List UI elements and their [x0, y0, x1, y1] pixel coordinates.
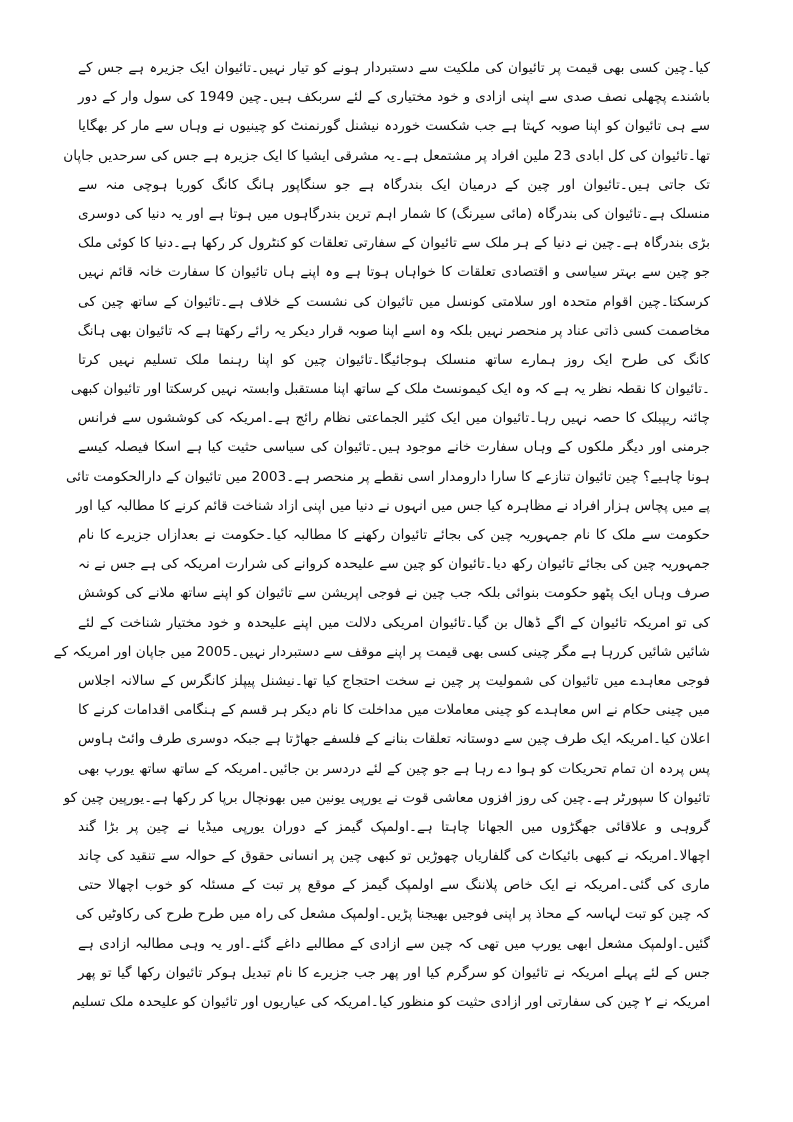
text-line: گروہی و علاقائی جھگڑوں میں الجھانا چاہتا ہے۔اولمپک گیمز کے دوران یورپی میڈیا نے چین پر بڑا گند	[78, 818, 710, 835]
text-line: گئیں۔اولمپک مشعل ابھی یورپ میں تھی کہ چین سے ازادی کے مطالبے داغے گئے۔اور یہ وہی مطالبہ ازادی ہے	[78, 935, 710, 952]
text-line: باشندے پچھلی نصف صدی سے اپنی ازادی و خود مختیاری کے لئے سربکف ہیں۔چین 1949 کی سول وار کے دور	[78, 89, 710, 106]
text-line: حکومت سے ملک کا نام جمہوریہ چین کی بجائے تائیوان رکھنے کا مطالبہ کیا۔حکومت نے بعدازاں جزیرے کا نام	[78, 527, 710, 543]
text-line: شائیں شائیں کررہا ہے مگر چینی کسی بھی قیمت پر اپنے موقف سے دستبردار نہیں۔2005 میں جاپان اور امریکہ کے	[53, 643, 710, 660]
text-line: کانگ کی طرح ایک روز ہمارے ساتھ منسلک ہوجائیگا۔تائیوان چین کو اپنا رہنما ملک تسلیم نہیں کرتا	[78, 351, 710, 368]
text-line: پے میں پچاس ہزار افراد نے مظاہرہ کیا جس میں انہوں نے دنیا میں اپنی ازاد شناخت قائم کرنے کا مطالبہ کیا اور	[75, 497, 710, 514]
text-line: ہونا چاہیے؟ چین تائیوان تنازعے کا سارا دارومدار اسی نقطے پر منحصر ہے۔2003 میں تائیوان کے دارالحکومت تائی	[65, 468, 710, 485]
text-line: ماری کی گئی۔امریکہ نے ایک خاص پلاننگ سے اولمپک گیمز کے موقع پر تبت کے مسئلہ کو خوب اچھالا حتی	[78, 877, 710, 894]
text-line: اعلان کیا۔امریکہ ایک طرف چین سے دوستانہ تعلقات بنانے کے فلسفے جھاڑتا ہے جبکہ دوسری طرف وائٹ ہاوس	[78, 731, 710, 748]
text-line: جرمنی اور دیگر ملکوں کے وہاں سفارت خانے موجود ہیں۔تائیوان کی سیاسی حثیت کیا ہے اسکا فیصلہ کیسے	[78, 439, 710, 456]
text-line: مخاصمت کسی ذاتی عناد پر منحصر نہیں بلکہ وہ اسے اپنا صوبہ قرار دیکر یہ رائے رکھتا ہے کہ تائیوان بھی ہانگ	[77, 322, 710, 339]
text-line: جس کے لئے پہلے امریکہ نے تائیوان کو سرگرم کیا اور پھر جب جزیرے کا نام تبدیل ہوکر تائیوان رکھا گیا تو پھر	[78, 964, 710, 981]
text-line: فوجی معاہدے میں تائیوان کی شمولیت پر چین نے سخت احتجاج کیا تھا۔نیشنل پیپلز کانگرس کے سالانہ اجلاس	[78, 672, 710, 689]
text-line: منسلک ہے۔تائیوان کی بندرگاہ (مائی سیرنگ) کا شمار اہم ترین بندرگاہوں میں ہوتا ہے اور یہ دنیا کی دوسری	[78, 205, 710, 222]
text-line: میں چینی حکام نے اس معاہدے کو چینی معاملات میں مداخلت کا نام دیکر ہر قسم کے ہنگامی اقدامات کرنے کا	[78, 702, 710, 719]
text-line: صرف وہاں ایک پٹھو حکومت بنوائی بلکہ جب چین نے فوجی اپریشن سے تائیوان کو اپنے ساتھ ملانے کی کوشش	[78, 585, 710, 602]
text-line: تک جاتی ہیں۔تائیوان اور چین کے درمیان ایک بندرگاہ ہے جو سنگاپور ہانگ کانگ کوریا ہوچی منہ سے	[78, 176, 710, 193]
text-line: چائنہ ریپبلک کا حصہ نہیں رہا۔تائیوان میں ایک کثیر الجماعتی نظام رائج ہے۔امریکہ کی کوششوں سے فرانس	[78, 410, 710, 427]
text-line: ۔تائیوان کا نقطہ نظر یہ ہے کہ وہ ایک کیمونسٹ ملک کے ساتھ اپنا مستقبل وابستہ نہیں کرسکتا اور تائیوان کبھی	[70, 381, 710, 398]
text-line: پس پردہ ان تمام تحریکات کو ہوا دے رہا ہے جو چین کے لئے دردسر بن جائیں۔امریکہ کے ساتھ ساتھ یورپ بھی	[78, 760, 710, 777]
text-line: کیا۔چین کسی بھی قیمت پر تائیوان کی ملکیت سے دستبردار ہونے کو تیار نہیں۔تائیوان ایک جزیرہ ہے جس کے	[78, 60, 710, 76]
text-line: جمہوریہ چین کی بجائے تائیوان رکھ دیا۔تائیوان کو چین سے علیحدہ کروانے کی شرارت امریکہ کی ہے جس نے نہ	[78, 556, 710, 573]
text-line: امریکہ نے ۲ چین کی سفارتی اور ازادی حثیت کو منظور کیا۔امریکہ کی عیاریوں اور تائیوان کو علیحدہ ملک تسلیم	[71, 994, 710, 1010]
text-line: کہ چین کو تبت لہاسہ کے محاذ پر اپنی فوجیں بھیجنا پڑیں۔اولمپک مشعل کی راہ میں طرح طرح کی رکاوٹیں کی	[75, 906, 710, 923]
text-line: کرسکتا۔چین اقوام متحدہ اور سلامتی کونسل میں تائیوان کی نشست کے خلاف ہے۔تائیوان کے ساتھ چین کی	[78, 293, 710, 310]
article-body	[53, 54, 710, 1017]
text-line: سے ہی تائیوان کو اپنا صوبہ کہتا ہے جب شکست خوردہ نیشنل گورنمنٹ کو چینیوں نے وہاں سے مار کر بھگایا	[78, 118, 710, 135]
text-line: جو چین سے بہتر سیاسی و اقتصادی تعلقات کا خواہاں ہوتا ہے وہ اپنے ہاں تائیوان کا سفارت خانہ قائم نہیں	[78, 264, 710, 281]
text-line: اچھالا۔امریکہ نے کبھی بائیکاٹ کی گلفاریاں چھوڑیں تو کبھی چین پر انسانی حقوق کے حوالہ سے تنقید کی چاند	[78, 848, 710, 865]
text-line: تھا۔تائیوان کی کل ابادی 23 ملین افراد پر مشتمعل ہے۔یہ مشرقی ایشیا کا ایک جزیرہ ہے جس کی سرحدیں جاپان	[63, 147, 710, 164]
text-line: تائیوان کا سپورٹر ہے۔چین کی روز افزوں معاشی قوت نے یورپی یونین میں بھونچال برپا کر رکھا ہے۔یورپین چین کو	[63, 789, 710, 806]
text-line: بڑی بندرگاہ ہے۔چین نے دنیا کے ہر ملک سے تائیوان کے سفارتی تعلقات کو کنٹرول کر رکھا ہے۔دنیا کا کوئی ملک	[78, 235, 710, 252]
text-line: کی تو امریکہ تائیوان کے اگے ڈھال بن گیا۔تائیوان امریکی دلالت میں اپنے علیحدہ و خود مختیار شناخت کے لئے	[78, 614, 710, 631]
